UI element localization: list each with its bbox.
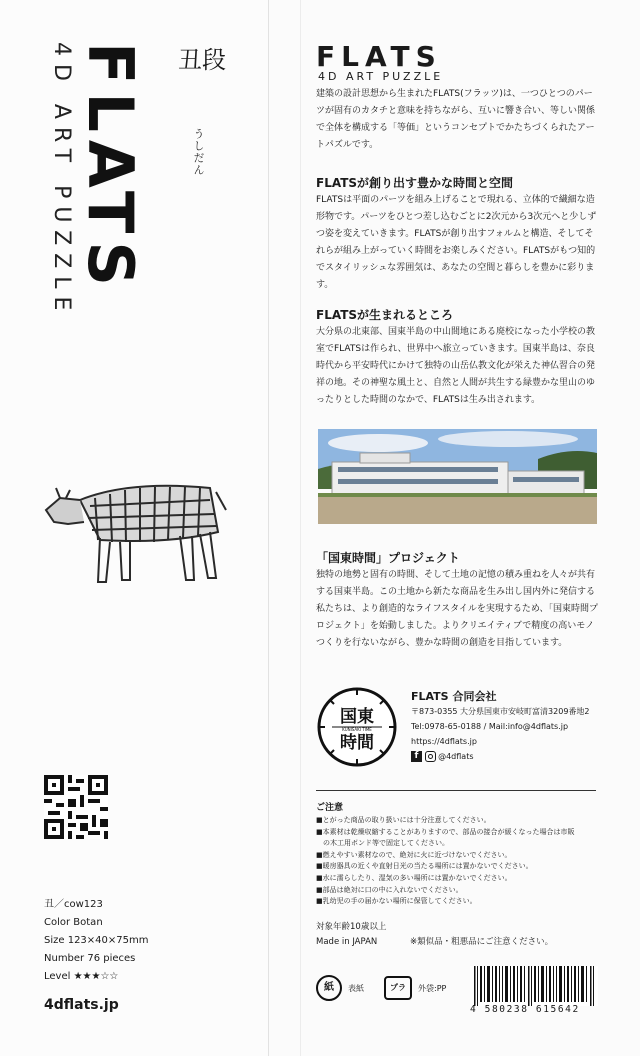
product-kana: うしだん	[192, 128, 205, 176]
fold-line	[268, 0, 269, 1056]
spec-color: Color Botan	[44, 917, 103, 928]
instagram-icon[interactable]	[425, 751, 436, 762]
made-in: Made in JAPAN	[316, 937, 378, 947]
barcode-number: 4 580238 615642	[470, 1004, 580, 1015]
divider	[316, 790, 596, 791]
caution-item: ■暖房器具の近くや直射日光の当たる場所には置かないでください。	[316, 862, 533, 871]
barcode	[470, 966, 598, 1006]
intro-text: 建築の設計思想から生まれたFLATS(フラッツ)は、一つひとつのパーツが固有のカタチと意味を持ちながら、互いに響き合い、等しい関係で全体を構成する「等価」というコンセプトでかたちづくられたアートパズルです。	[316, 89, 596, 150]
imitation-note: ※類似品・粗悪品にご注意ください。	[410, 937, 554, 947]
recycle-marks	[316, 975, 446, 1001]
flats-subtitle: 4D ART PUZZLE	[318, 70, 444, 83]
plastic-recycle-icon: プラ	[384, 976, 412, 1000]
qr-code[interactable]	[44, 775, 108, 839]
company-name: FLATS 合同会社	[411, 690, 497, 703]
seal-bottom-text: 時間	[340, 733, 374, 753]
vertical-logo: FLATS	[74, 42, 147, 294]
caution-item: ■とがった商品の取り扱いには十分注意してください。	[316, 816, 491, 824]
kunisaki-time-seal	[316, 686, 398, 768]
caution-item: の木工用ボンド等で固定してください。	[316, 839, 449, 848]
spec-size: Size 123×40×75mm	[44, 935, 149, 946]
age-info	[316, 920, 386, 950]
spec-code: 丑／cow123	[44, 899, 103, 910]
seal-top-text: 国東	[340, 707, 374, 727]
section1-heading: FLATSが創り出す豊かな時間と空間	[316, 176, 514, 190]
section3-body: 独特の地勢と固有の時間、そして土地の記憶の積み重ねを人々が共有する国東半島。この土地から新たな商品を生み出し国内外に発信する私たちは、より創造的なライフスタイルを実現するため、「国東時間プロジェクト」を始動しました。よりクリエイティブで精度の高いモノつくりを行ないながら、豊かな時間の創造を目指しています。	[316, 570, 599, 648]
company-url[interactable]: https://4dflats.jp	[411, 737, 477, 746]
company-address: 〒873-0355 大分県国東市安岐町富清3209番地2	[411, 707, 590, 716]
caution-item: ■水に濡らしたり、湿気の多い場所には置かないでください。	[316, 873, 512, 882]
plastic-label: 外袋:PP	[418, 983, 447, 993]
section2-heading: FLATSが生まれるところ	[316, 308, 454, 322]
facebook-icon[interactable]: f	[411, 751, 422, 762]
product-specs	[44, 896, 148, 986]
caution-heading: ご注意	[316, 803, 344, 813]
flats-logo: FLATS	[316, 40, 442, 73]
school-photo	[318, 429, 597, 524]
seal-ring-text: KUNISAKI TIME	[342, 727, 372, 732]
company-contact: Tel:0978-65-0188 / Mail:info@4dflats.jp	[411, 722, 569, 731]
caution-item: ■燃えやすい素材なので、絶対に火に近づけないでください。	[316, 850, 512, 859]
section2-body: 大分県の北東部、国東半島の中山間地にある廃校になった小学校の教室でFLATSは作られ、世界中へ旅立っていきます。国東半島は、奈良時代から平安時代にかけて独特の山岳仏教文化が栄えた神仏習合の発祥の地。その神聖な風土と、自然と人間が共生する緑豊かな里山のゆったりとした時間のなかで、FLATSは生み出されます。	[316, 327, 596, 405]
section1-body: FLATSは平面のパーツを組み上げることで現れる、立体的で繊細な造形物です。パーツをひとつ差し込むごとに2次元から3次元へと少しずつ姿を変えていきます。FLATSが創り出すフォルムと構造、そしてそれらが組み上がっていく時間をお楽しみください。FLATSがもつ知的でスタイリッシュな雰囲気は、あなたの空間と暮らしを豊かに彩ります。	[316, 195, 597, 290]
vertical-subtitle: 4D ART PUZZLE	[49, 42, 74, 319]
website-link[interactable]: 4dflats.jp	[44, 997, 119, 1013]
caution-list	[316, 815, 601, 908]
paper-label: 表紙	[348, 983, 364, 993]
caution-item: ■部品は絶対に口の中に入れないでください。	[316, 885, 463, 894]
spec-level: Level ★★★☆☆	[44, 971, 119, 982]
sns-row	[411, 749, 474, 764]
section3-heading: 「国東時間」プロジェクト	[316, 551, 460, 565]
fold-line-inner	[300, 0, 301, 1056]
cow-puzzle-image	[40, 470, 230, 590]
sns-handle[interactable]: @4dflats	[438, 752, 474, 761]
paper-recycle-icon: 紙	[316, 975, 342, 1001]
product-kanji-title: 丑段	[178, 46, 226, 74]
caution-item: ■本素材は乾燥収縮することがありますので、部品の接合が緩くなった場合は市販	[316, 827, 575, 836]
caution-item: ■乳幼児の手の届かない場所に保管してください。	[316, 897, 477, 906]
target-age: 対象年齢10歳以上	[316, 922, 387, 932]
spec-pieces: Number 76 pieces	[44, 953, 136, 964]
